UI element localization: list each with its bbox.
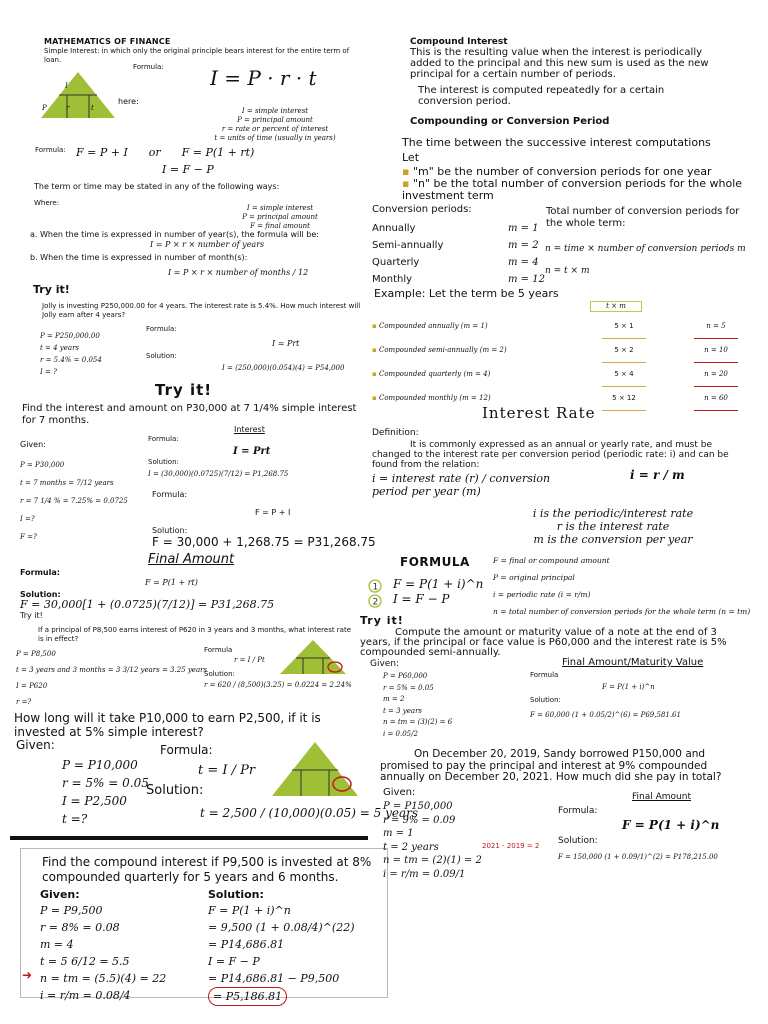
try1-solution: I = (250,000)(0.054)(4) = P54,000 (222, 364, 345, 372)
try3-solution-label: Solution: (204, 670, 235, 678)
formula-definitions: F = final or compound amount P = original principal i = periodic rate (i = r/m) n = total number of conversion periods for the whole term (n = tm) (493, 556, 751, 616)
case-a-text: a. When the time is expressed in number of year(s), the formula will be: (30, 230, 319, 239)
try1-formula-label: Formula: (146, 325, 177, 333)
example-col-head: t × m (590, 301, 642, 312)
try1-formula: I = Prt (272, 339, 300, 348)
try3-triangle (278, 638, 348, 676)
triangle-label-r: r (66, 104, 70, 112)
q4-formula-label: Formula: (160, 743, 213, 757)
fa-formula-label: Formula: (20, 568, 60, 577)
definitions-list: I = simple interest P = principal amount r = rate or percent of interest t = units of time (usually in years) (214, 107, 336, 142)
number-one-icon (368, 578, 382, 592)
q2-solution: F = 150,000 (1 + 0.09/1)^(2) = P178,215.00 (558, 853, 718, 861)
cp-head: Compounding or Conversion Period (410, 116, 610, 127)
try-formula-label: Formula (530, 671, 559, 679)
q2-formula: F = P(1 + i)^n (622, 818, 720, 832)
try-given-label: Given: (370, 659, 400, 669)
table-row: ▪ Compounded quarterly (m = 4) 5 × 4 n = 20 (372, 362, 752, 386)
q4-given: P = P10,000 r = 5% = 0.05 I = P2,500 t =? (62, 758, 149, 826)
ir-definitions: i is the periodic/interest rate r is the interest rate m is the conversion per year (532, 507, 694, 546)
example-title: Example: Let the term be 5 years (374, 287, 559, 300)
triangle-label-t: t (91, 104, 94, 112)
conversion-names: Annually Semi-annually Quarterly Monthly (372, 223, 444, 285)
try1-solution-label: Solution: (146, 352, 177, 360)
try2-solution2: F = 30,000 + 1,268.75 = P31,268.75 (152, 535, 376, 549)
try1-title: Try it! (33, 283, 70, 296)
interest-rate-head: Interest Rate (482, 404, 596, 422)
q2-fa-head: Final Amount (632, 792, 691, 802)
try2-formula2-label: Formula: (152, 490, 188, 499)
ir-formula-right: i = r / m (630, 468, 685, 482)
try2-solution2-label: Solution: (152, 526, 188, 535)
try2-given: P = P30,000 t = 7 months = 7/12 years r = 7 1/4 % = 7.25% = 0.0725 I =? F =? (20, 461, 128, 541)
try-solution: F = 60,000 (1 + 0.05/2)^(6) = P69,581.61 (530, 711, 681, 719)
try1-given: P = P250,000.00 t = 4 years r = 5.4% = 0.054 I = ? (40, 332, 102, 376)
ci-definition: This is the resulting value when the interest is periodically added to the principal and this new sum is used as the new principal for a certain number of periods. (410, 47, 709, 80)
cp-definition: The time between the successive interest computations (402, 136, 711, 149)
case-a-formula: I = P × r × number of years (150, 240, 265, 249)
q4-solution-label: Solution: (146, 783, 204, 798)
formula2-label: Formula: (35, 146, 66, 154)
q5-given-label: Given: (40, 888, 80, 901)
q2-question: On December 20, 2019, Sandy borrowed P150,000 and promised to pay the principal and interest at 9% compounded annually on December 20, 2021. How much did she pay in total? (380, 748, 722, 783)
try-question: Compute the amount or maturity value of a note at the end of 3 years, if the principal or face value is P60,000 and the interest rate is 5% compounded semi-annually. (360, 627, 727, 658)
fa-solution-label: Solution: (20, 590, 61, 599)
table-row: ▪ Compounded annually (m = 1) 5 × 1 n = 5 (372, 314, 752, 338)
table-row: ▪ Compounded monthly (m = 12) 5 × 12 n = 60 (372, 386, 752, 410)
try2-given-label: Given: (20, 440, 46, 449)
try2-question: Find the interest and amount on P30,000 at 7 1/4% simple interest for 7 months. (22, 403, 357, 426)
try2-formula-label: Formula: (148, 435, 179, 443)
svg-text:2: 2 (372, 597, 379, 608)
try1-question: Jolly is investing P250,000.00 for 4 years. The interest rate is 5.4%. How much interest will Jolly earn after 4 years? (42, 302, 361, 319)
q5-solution: F = P(1 + i)^n = 9,500 (1 + 0.08/4)^(22) = P14,686.81 I = F − P = P14,686.81 − P9,500 = P5,186.81 (208, 902, 355, 1006)
try-formula: F = P(1 + i)^n (602, 683, 655, 691)
formula-triangle (39, 70, 117, 120)
definitions2-list: I = simple interest P = principal amount F = final amount (242, 204, 318, 230)
formula-difference: I = F − P (393, 592, 450, 606)
ci-head: Compound Interest (410, 37, 508, 47)
q4-triangle (270, 740, 360, 798)
try3-formula: r = I / Pt (234, 656, 265, 664)
section-divider (10, 836, 368, 840)
q2-note: 2021 - 2019 = 2 (482, 842, 540, 850)
try3-formula-label: Formula (204, 646, 233, 654)
try2-solution-label: Solution: (148, 458, 179, 466)
q4-solution: t = 2,500 / (10,000)(0.05) = 5 years (200, 806, 419, 820)
bullet-icon: ▪ (402, 177, 410, 190)
total-formula-1: n = time × number of conversion periods m (545, 244, 746, 254)
example-table (372, 314, 752, 410)
try-given: P = P60,000 r = 5% = 0.05 m = 2 t = 3 years n = tm = (3)(2) = 6 i = 0.05/2 (383, 672, 453, 738)
where2-label: Where: (34, 199, 60, 207)
q5-solution-label: Solution: (208, 888, 264, 901)
table-row: ▪ Compounded semi-annually (m = 2) 5 × 2 n = 10 (372, 338, 752, 362)
total-head: Total number of conversion periods for the whole term: (546, 206, 740, 229)
simple-interest-definition: Simple Interest: in which only the original principle bears interest for the entire term of loan. (44, 47, 350, 64)
try2-formula: I = Prt (233, 446, 271, 457)
case-b-formula: I = P × r × number of months / 12 (168, 268, 309, 277)
let-label: Let (402, 151, 420, 164)
conversion-label: Conversion periods: (372, 204, 472, 215)
final-amount-formula: F = P + I or F = P(1 + rt) (76, 146, 255, 159)
try-fa-head: Final Amount/Maturity Value (562, 657, 704, 668)
q4-formula: t = I / Pr (198, 763, 256, 778)
q5-arrow-mark: ➜ (22, 968, 33, 982)
page-header: MATHEMATICS OF FINANCE (44, 37, 171, 46)
number-two-icon (368, 593, 382, 607)
ir-definition-label: Definition: (372, 428, 419, 438)
try3-question: If a principal of P8,500 earns interest of P620 in 3 years and 3 months, what interest rate is in effect? (38, 626, 352, 643)
fa-formula: F = P(1 + rt) (145, 578, 198, 587)
triangle-label-p: P (42, 104, 47, 112)
try-title: Try it! (360, 614, 404, 627)
total-formula-2: n = t × m (545, 266, 590, 276)
try3-title: Try it! (20, 611, 43, 620)
interest-difference-formula: I = F − P (162, 163, 214, 176)
ir-formula-left: i = interest rate (r) / conversion period per year (m) (372, 472, 551, 498)
q5-given: P = P9,500 r = 8% = 0.08 m = 4 t = 5 6/12 = 5.5 n = tm = (5.5)(4) = 22 i = r/m = 0.08/4 (40, 904, 167, 1002)
triangle-label-i: I (65, 82, 68, 90)
q4-question: How long will it take P10,000 to earn P2,500, if it is invested at 5% simple interest? (14, 711, 321, 739)
ci-definition-2: The interest is computed repeatedly for a certain conversion period. (418, 85, 665, 107)
try2-title: Try it! (155, 381, 213, 399)
q4-given-label: Given: (16, 738, 55, 752)
formula-head: FORMULA (400, 555, 470, 569)
case-b-text: b. When the time is expressed in number of month(s): (30, 253, 248, 262)
try2-formula2: F = P + I (255, 508, 291, 517)
q5-question: Find the compound interest if P9,500 is invested at 8% compounded quarterly for 5 years and 6 months. (42, 855, 372, 884)
try2-solution: I = (30,000)(0.0725)(7/12) = P1,268.75 (148, 470, 289, 478)
try-solution-label: Solution: (530, 696, 561, 704)
try3-solution: r = 620 / (8,500)(3.25) = 0.0224 = 2.24% (204, 681, 352, 689)
try3-given: P = P8,500 t = 3 years and 3 months = 3 3/12 years = 3.25 years I = P620 r =? (16, 650, 208, 706)
q2-given-label: Given: (383, 787, 416, 798)
formula-compound: F = P(1 + i)^n (393, 577, 484, 591)
bullet-icon: ▪ (402, 165, 410, 178)
let-bullets: ▪ "m" be the number of conversion periods for one year ▪ "n" be the total number of conversion periods for the whole investment term (402, 165, 743, 202)
q2-given: P = P150,000 r = 9% = 0.09 m = 1 t = 2 years n = tm = (2)(1) = 2 i = r/m = 0.09/1 (383, 801, 482, 880)
term-stated: The term or time may be stated in any of the following ways: (34, 182, 280, 191)
formula-label: Formula: (133, 63, 164, 71)
q2-formula-label: Formula: (558, 806, 598, 816)
try2-interest-head: Interest (234, 425, 265, 434)
svg-text:1: 1 (372, 582, 379, 593)
ir-definition: It is commonly expressed as an annual or yearly rate, and must be changed to the interest rate per conversion period (periodic rate: i) and can be found from the relation: (372, 440, 729, 470)
simple-interest-formula: I = P · r · t (210, 66, 317, 90)
where-label: here: (118, 97, 139, 106)
q2-solution-label: Solution: (558, 836, 598, 846)
conversion-values: m = 1 m = 2 m = 4 m = 12 (508, 223, 545, 285)
fa-solution: F = 30,000[1 + (0.0725)(7/12)] = P31,268.75 (20, 598, 275, 611)
final-amount-head: Final Amount (148, 552, 235, 567)
